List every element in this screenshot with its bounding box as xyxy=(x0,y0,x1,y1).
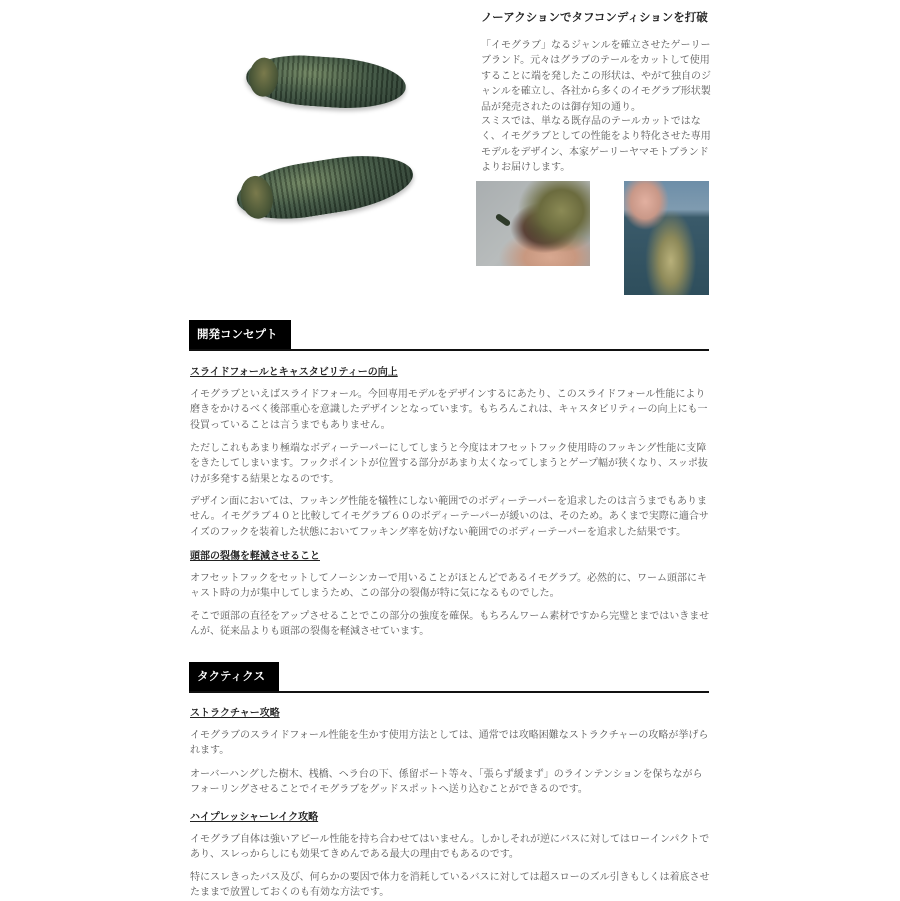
paragraph: ただしこれもあまり極端なボディーテーパーにしてしまうと今度はオフセットフック使用時のフッキング性能に支障をきたしてしまいます。フックポイントが位置する部分があまり太くなってしまうとゲープ幅が狭くなり、スッポ抜けが多発する結果となるのです。 xyxy=(190,443,708,485)
intro-paragraph: 「イモグラブ」なるジャンルを確立させたゲーリーブランド。元々はグラブのテールをカットして使用することに端を発したこの形状は、やがて独自のジャンルを確立し、各社から多くのイモグラブ形状製品が発売されたのは御存知の通り。 xyxy=(481,40,711,113)
bass-mouth-photo xyxy=(476,181,590,266)
paragraph: デザイン面においては、フッキング性能を犠牲にしない範囲でのボディーテーパーを追求したのは言うまでもありません。イモグラブ４０と比較してイモグラブ６０のボディーテーパーが緩いのは、そのため。あくまで実際に適合サイズのフックを装着した状態においてフッキング率を妨げない範囲でのボディーテーパーを追求した結果です。 xyxy=(190,496,709,538)
paragraph: イモグラブのスライドフォール性能を生かす使用方法としては、通常では攻略困難なストラクチャーの攻略が挙げられます。 xyxy=(190,730,709,757)
section-heading-label: 開発コンセプト xyxy=(189,320,291,349)
subsection-title: ストラクチャー攻略 xyxy=(190,708,280,719)
subsection-title: ハイプレッシャーレイク攻略 xyxy=(190,812,319,823)
subsection-title: スライドフォールとキャスタビリティーの向上 xyxy=(190,367,398,378)
worm-lure-image-bottom xyxy=(233,146,417,227)
section-heading-tactics xyxy=(189,662,709,693)
section-heading-concept xyxy=(189,320,709,351)
section-heading-label: タクティクス xyxy=(189,662,279,691)
paragraph: 特にスレきったバス及び、何らかの要因で体力を消耗しているバスに対しては超スローのズル引きもしくは着底させたままで放置しておくのも有効な方法です。 xyxy=(190,872,710,899)
paragraph: イモグラブといえばスライドフォール。今回専用モデルをデザインするにあたり、このスライドフォール性能により磨きをかけるべく後部重心を意識したデザインとなっています。もちろんこれは、キャスタビリティーの向上にも一役買っていることは言うまでもありません。 xyxy=(190,389,708,431)
bass-held-photo xyxy=(624,181,709,295)
worm-lure-image-top xyxy=(244,51,407,112)
paragraph: そこで頭部の直径をアップさせることでこの部分の強度を確保。もちろんワーム素材ですから完璧とまではいきませんが、従来品よりも頭部の裂傷を軽減させています。 xyxy=(190,611,710,638)
lure-in-photo xyxy=(495,213,512,227)
subsection-title: 頭部の裂傷を軽減させること xyxy=(190,551,320,562)
paragraph: オフセットフックをセットしてノーシンカーで用いることがほとんどであるイモグラブ。必然的に、ワーム頭部にキャスト時の力が集中してしまうため、この部分の裂傷が特に気になるものでした。 xyxy=(190,573,708,600)
paragraph: オーバーハングした樹木、桟橋、ヘラ台の下、係留ボート等々、「張らず緩まず」のラインテンションを保ちながらフォーリングさせることでイモグラブをグッドスポットへ送り込むことができるのです。 xyxy=(190,769,703,796)
intro-paragraph: スミスでは、単なる既存品のテールカットではなく、イモグラブとしての性能をより特化させた専用モデルをデザイン、本家ゲーリーヤマモトブランドよりお届けします。 xyxy=(481,116,711,174)
intro-title: ノーアクションでタフコンディションを打破 xyxy=(481,10,708,24)
paragraph: イモグラブ自体は強いアピール性能を持ち合わせてはいません。しかしそれが逆にバスに対してはローインパクトであり、スレっからしにも効果てきめんである最大の理由でもあるのです。 xyxy=(190,834,710,861)
